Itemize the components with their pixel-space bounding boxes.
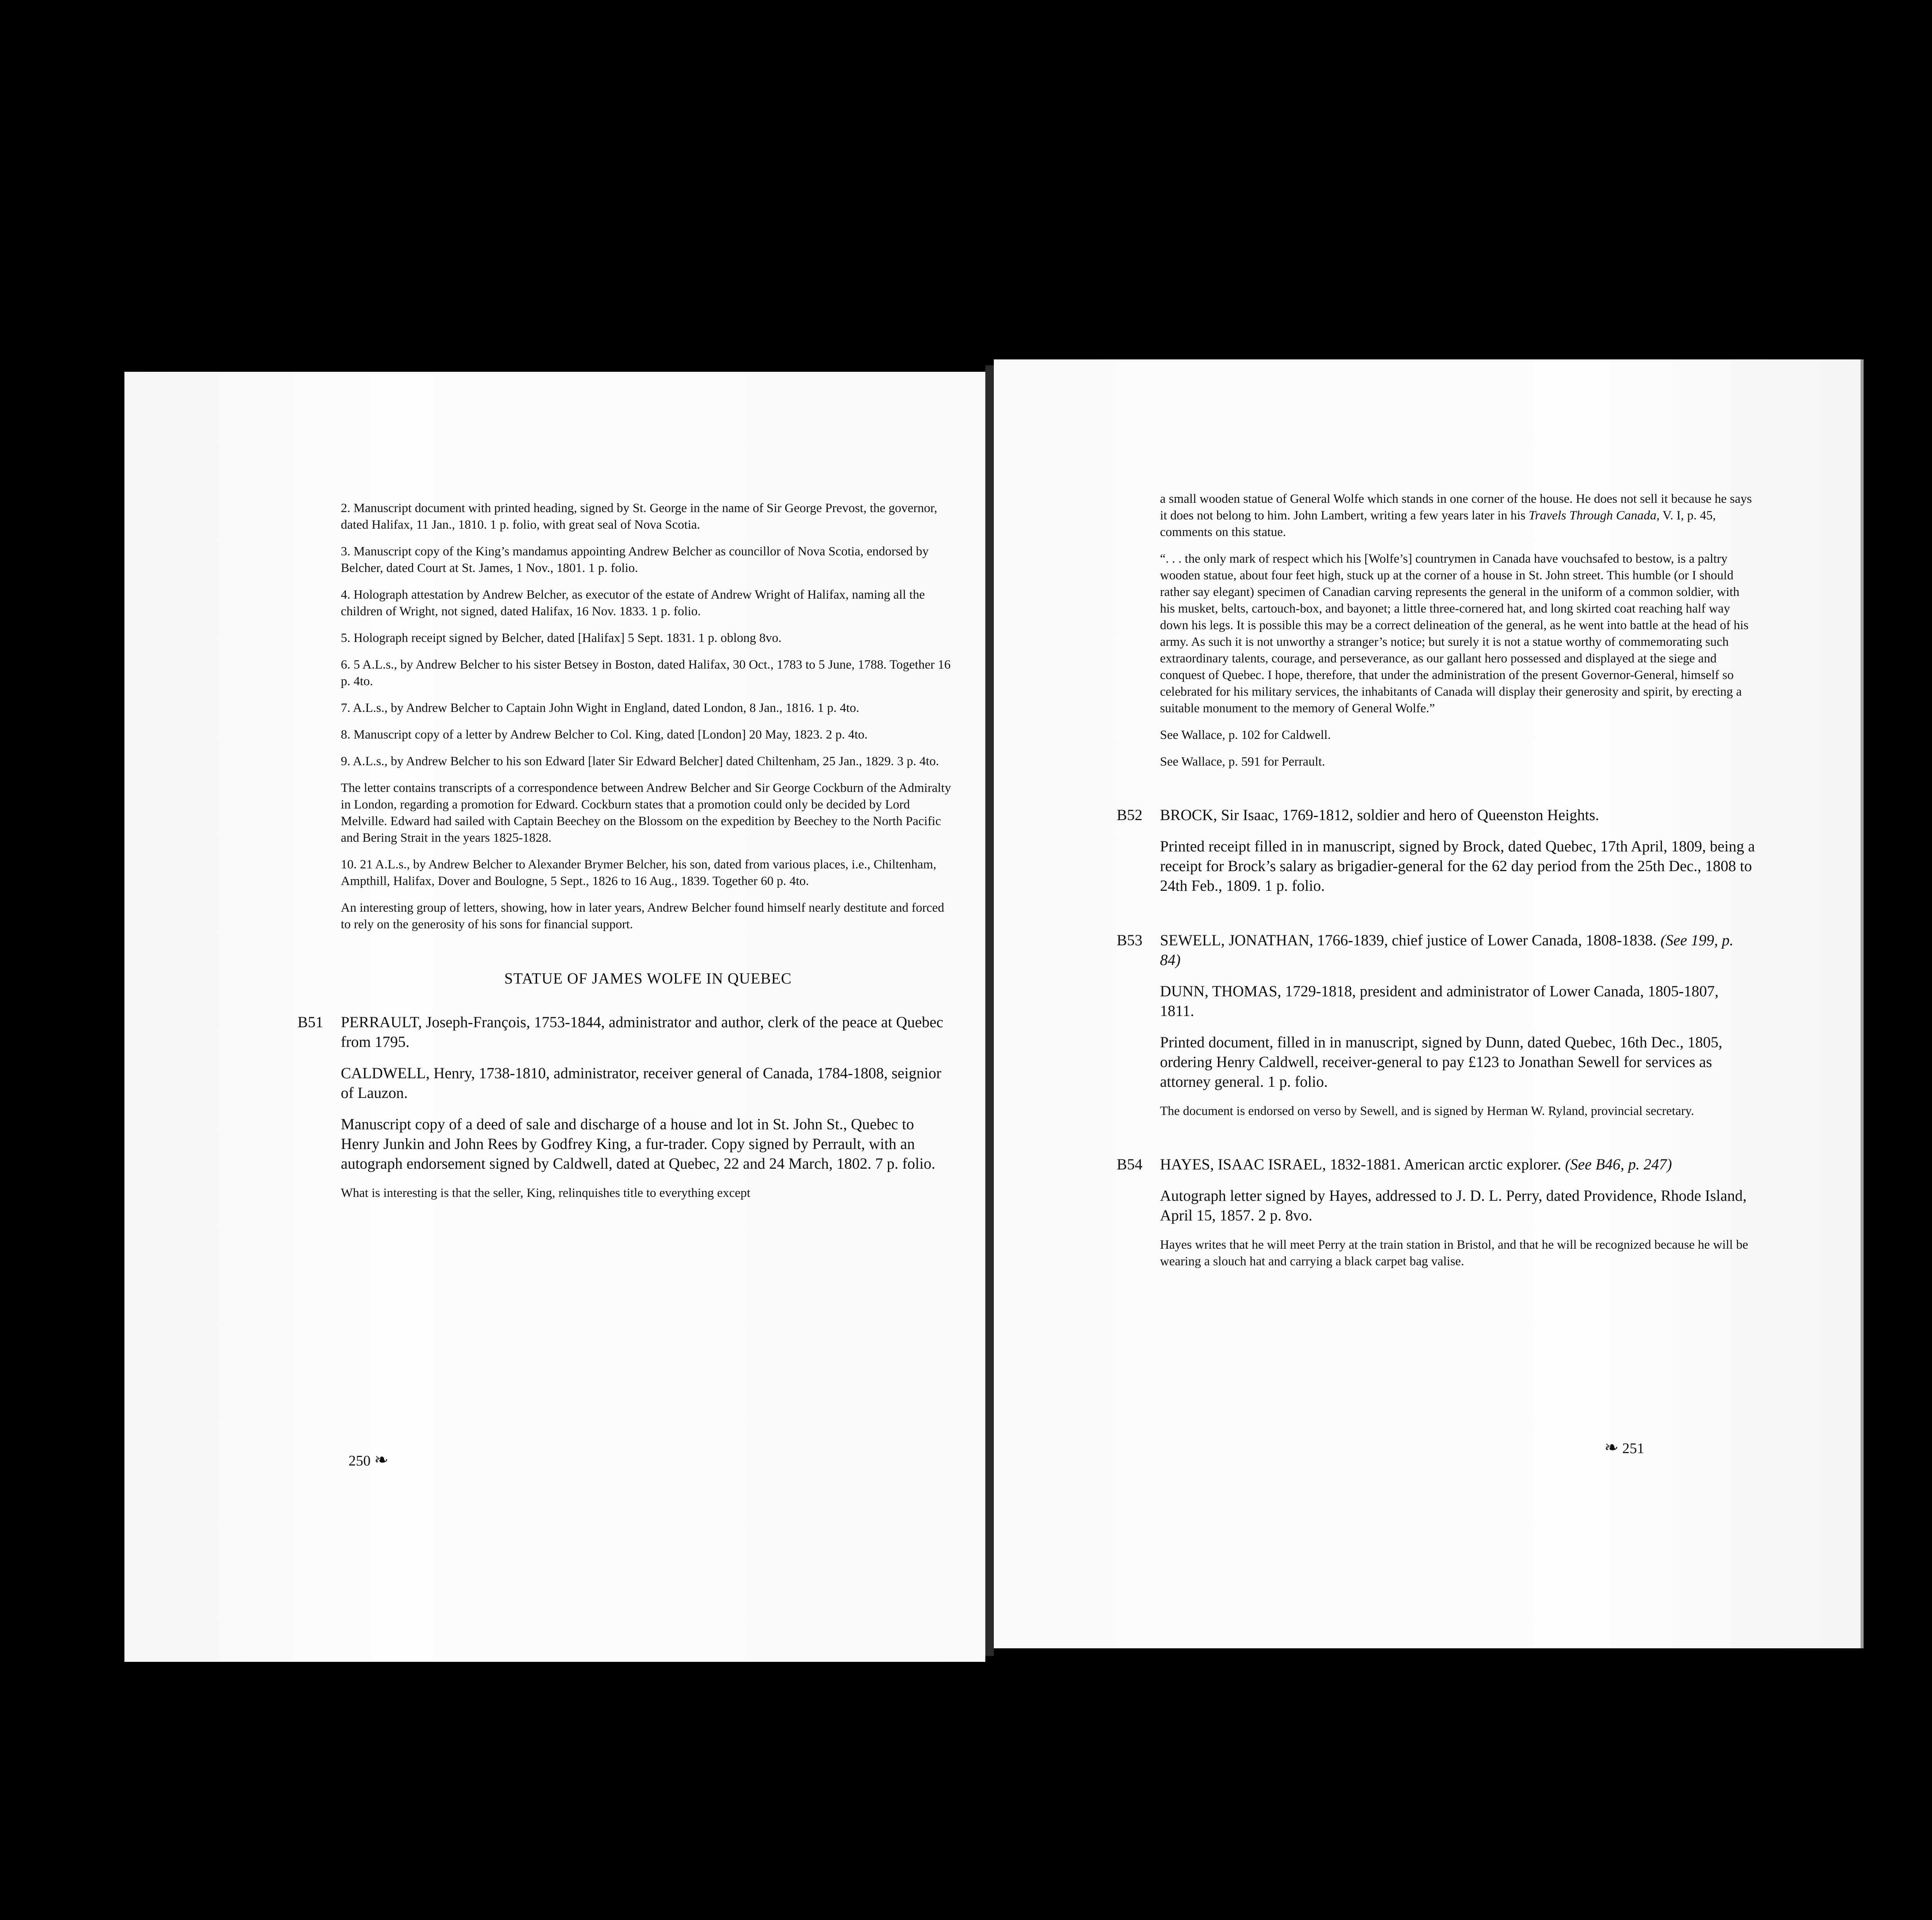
entry-note: The document is endorsed on verso by Sewell, and is signed by Herman W. Ryland, provincial secretary. — [1160, 1104, 1694, 1118]
entry-heading-text: HAYES, ISAAC ISRAEL, 1832-1881. American arctic explorer. — [1160, 1156, 1561, 1173]
item-10-note: An interesting group of letters, showing, how in later years, Andrew Belcher found himself nearly destitute and forced to rely on the generosity of his sons for financial support. — [341, 901, 944, 931]
item-2: 2. Manuscript document with printed heading, signed by St. George in the name of Sir George Prevost, the governor, dated Halifax, 11 Jan., 1810. 1 p. folio, with great seal of Nova Scotia. — [341, 501, 937, 532]
entry-b54 — [1117, 1154, 1755, 1270]
continuation-paragraph — [1160, 491, 1755, 541]
entry-heading-dunn: DUNN, THOMAS, 1729-1818, president and administrator of Lower Canada, 1805-1807, 1811. — [1160, 982, 1719, 1020]
item-10: 10. 21 A.L.s., by Andrew Belcher to Alexander Brymer Belcher, his son, dated from various places, i.e., Chiltenham, Ampthill, Halifax, Dover and Boulogne, 5 Sept., 1826 to 16 Aug., 1839. Together 60 p. 4to. — [341, 858, 937, 888]
entry-number: B52 — [1117, 806, 1143, 824]
entry-heading-caldwell: CALDWELL, Henry, 1738-1810, administrator, receiver general of Canada, 1784-1808, seignior of Lauzon. — [341, 1064, 942, 1101]
section-heading: STATUE OF JAMES WOLFE IN QUEBEC — [504, 970, 792, 987]
book-title: Travels Through Canada, — [1529, 509, 1660, 523]
entry-description: Printed document, filled in in manuscript, signed by Dunn, dated Quebec, 16th Dec., 1805, ordering Henry Caldwell, receiver-general to pay £123 to Jonathan Sewell for services as attorney general. 1 p. folio. — [1160, 1033, 1723, 1090]
item-4: 4. Holograph attestation by Andrew Belcher, as executor of the estate of Andrew Wright of Halifax, naming all the children of Wright, not signed, dated Halifax, 16 Nov. 1833. 1 p. folio. — [341, 588, 925, 618]
cross-reference: (See B46, p. 247) — [1565, 1156, 1672, 1173]
item-6: 6. 5 A.L.s., by Andrew Belcher to his sister Betsey in Boston, dated Halifax, 30 Oct., 1783 to 5 June, 1788. Together 16 p. 4to. — [341, 658, 951, 688]
cross-reference: (See 199, p. 84) — [1160, 931, 1734, 969]
item-5: 5. Holograph receipt signed by Belcher, dated [Halifax] 5 Sept. 1831. 1 p. oblong 8vo. — [341, 631, 782, 645]
item-9-note: The letter contains transcripts of a correspondence between Andrew Belcher and Sir George Cockburn of the Admiralty in London, regarding a promotion for Edward. Cockburn states that a promotion could only be decided by Lord Melville. Edward had sailed with Captain Beechey on the Blossom on the expedition by Beechey to the North Pacific and Bering Strait in the years 1825-1828. — [341, 781, 951, 845]
book-gutter — [985, 365, 994, 1656]
entry-number: B53 — [1117, 931, 1143, 949]
entry-heading-perrault: PERRAULT, Joseph-François, 1753-1844, administrator and author, clerk of the peace at Quebec from 1795. — [341, 1013, 944, 1050]
entry-description: Printed receipt filled in in manuscript, signed by Brock, dated Quebec, 17th April, 1809, being a receipt for Brock’s salary as brigadier-general for the 62 day period from the 25th Dec., 1808 to 24th Feb., 1809. 1 p. folio. — [1160, 837, 1755, 894]
entry-number: B51 — [298, 1013, 323, 1031]
page-edge — [1861, 359, 1864, 1648]
entry-note: What is interesting is that the seller, King, relinquishes title to everything except — [341, 1186, 750, 1200]
right-page — [994, 359, 1862, 1648]
continuation-text: a small wooden statue of General Wolfe which stands in one corner of the house. He does not sell it because he says it does not belong to him. John Lambert, writing a few years later in his — [1160, 492, 1752, 523]
right-text-column — [1117, 491, 1755, 1280]
entry-heading — [1160, 1154, 1755, 1174]
continuation-text-end: V. I, p. 45, comments on this statue. — [1160, 509, 1716, 539]
reference-note: See Wallace, p. 102 for Caldwell. — [1160, 728, 1331, 742]
entry-description: Autograph letter signed by Hayes, addressed to J. D. L. Perry, dated Providence, Rhode Island, April 15, 1857. 2 p. 8vo. — [1160, 1187, 1747, 1224]
entry-number: B54 — [1117, 1156, 1143, 1173]
block-quote: “. . . the only mark of respect which his [Wolfe’s] countrymen in Canada have vouchsafed to bestow, is a paltry wooden statue, about four feet high, stuck up at the corner of a house in St. John street. This humble (or I should rather say elegant) specimen of Canadian carving represents the general in the uniform of a common soldier, with his musket, belts, cartouch-box, and bayonet; a little three-cornered hat, and long skirted coat reaching half way down his legs. It is possible this may be a correct delineation of the general, as he went into battle at the head of his army. As such it is not unworthy a stranger’s notice; but surely it is not a statue worthy of commemorating such extraordinary talents, courage, and perseverance, as our gallant hero possessed and displayed at the siege and conquest of Quebec. I hope, therefore, that under the administration of the present Governor-General, himself so celebrated for his military services, the inhabitants of Canada will display their generosity and spirit, by erecting a suitable monument to the memory of General Wolfe.” — [1160, 552, 1749, 715]
page-number — [349, 1450, 388, 1470]
entry-note: Hayes writes that he will meet Perry at the train station in Bristol, and that he will be recognized because he will be wearing a slouch hat and carrying a black carpet bag valise. — [1160, 1238, 1748, 1268]
entry-heading-text: SEWELL, JONATHAN, 1766-1839, chief justice of Lower Canada, 1808-1838. — [1160, 931, 1657, 949]
entry-heading: BROCK, Sir Isaac, 1769-1812, soldier and hero of Queenston Heights. — [1160, 806, 1599, 824]
page-number-text: 251 — [1622, 1440, 1645, 1457]
item-3: 3. Manuscript copy of the King’s mandamus appointing Andrew Belcher as councillor of Nova Scotia, endorsed by Belcher, dated Court at St. James, 1 Nov., 1801. 1 p. folio. — [341, 545, 929, 575]
fleuron-icon: ❧ — [374, 1450, 389, 1469]
page-number — [1604, 1438, 1644, 1457]
entry-b52 — [1117, 805, 1755, 895]
page-number-text: 250 — [349, 1453, 371, 1469]
item-7: 7. A.L.s., by Andrew Belcher to Captain John Wight in England, dated London, 8 Jan., 1816. 1 p. 4to. — [341, 701, 859, 715]
left-page — [124, 372, 985, 1662]
reference-note: See Wallace, p. 591 for Perrault. — [1160, 755, 1325, 769]
fleuron-icon: ❧ — [1604, 1438, 1619, 1457]
entry-description: Manuscript copy of a deed of sale and discharge of a house and lot in St. John St., Quebec to Henry Junkin and John Rees by Godfrey King, a fur-trader. Copy signed by Perrault, with an autograph endorsement signed by Caldwell, dated at Quebec, 22 and 24 March, 1802. 7 p. folio. — [341, 1115, 935, 1172]
entry-b51 — [298, 1012, 955, 1202]
item-8: 8. Manuscript copy of a letter by Andrew Belcher to Col. King, dated [London] 20 May, 1823. 2 p. 4to. — [341, 728, 868, 742]
entry-b53 — [1117, 930, 1755, 1120]
left-text-column — [298, 500, 955, 1212]
item-9: 9. A.L.s., by Andrew Belcher to his son Edward [later Sir Edward Belcher] dated Chiltenham, 25 Jan., 1829. 3 p. 4to. — [341, 754, 939, 768]
entry-heading — [1160, 930, 1755, 970]
